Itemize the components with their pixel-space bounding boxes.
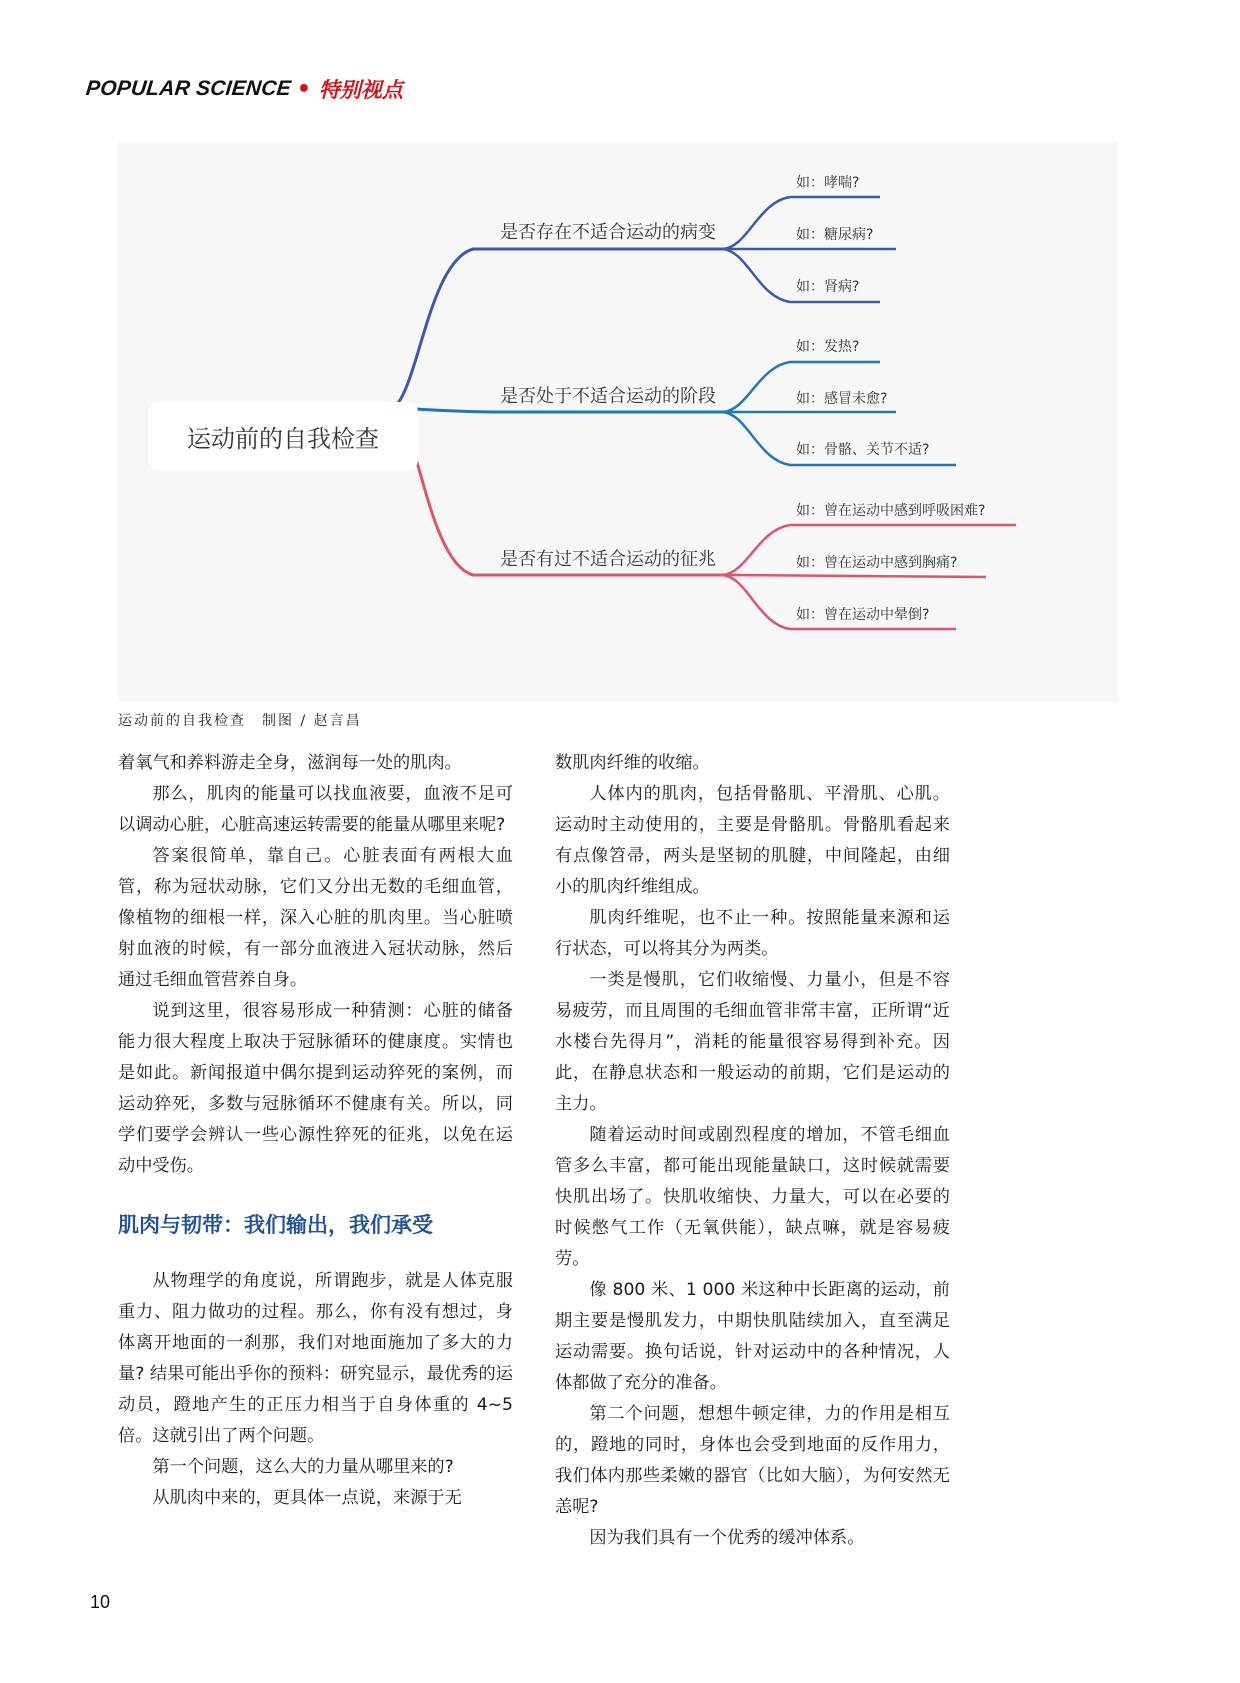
section-title: 特别视点 <box>318 78 403 102</box>
leaf-fainting: 如：曾在运动中晕倒? <box>796 607 930 623</box>
paragraph: 说到这里，很容易形成一种猜测：心脏的储备能力很大程度上取决于冠脉循环的健康度。实情也是如此。新闻报道中偶尔提到运动猝死的案例，而运动猝死，多数与冠脉循环不健康有关。所以，同学们要学会辨认一些心源性猝死的征兆，以免在运动中受伤。 <box>118 1001 513 1176</box>
magazine-title: POPULAR SCIENCE <box>84 77 293 100</box>
leaf-kidney: 如：肾病? <box>796 279 860 295</box>
header-separator: • <box>296 76 311 102</box>
paragraph: 答案很简单，靠自己。心脏表面有两根大血管，称为冠状动脉，它们又分出无数的毛细血管，像植物的细根一样，深入心脏的肌肉里。当心脏喷射血液的时候，有一部分血液进入冠状动脉，然后通过毛细血管营养自身。 <box>118 846 513 990</box>
leaf-joint: 如：骨骼、关节不适? <box>796 442 930 458</box>
page-number: 10 <box>90 1592 111 1612</box>
paragraph: 从肌肉中来的，更具体一点说，来源于无 <box>152 1488 462 1508</box>
paragraph: 着氧气和养料游走全身，滋润每一处的肌肉。 <box>118 753 462 773</box>
paragraph: 一类是慢肌，它们收缩慢、力量小，但是不容易疲劳，而且周围的毛细血管非常丰富，正所谓“近水楼台先得月”，消耗的能量很容易得到补充。因此，在静息状态和一般运动的前期，它们是运动的主力。 <box>555 970 950 1114</box>
paragraph: 肌肉纤维呢，也不止一种。按照能量来源和运行状态，可以将其分为两类。 <box>555 908 950 959</box>
branch-label-stage: 是否处于不适合运动的阶段 <box>500 386 716 407</box>
figure-caption: 运动前的自我检查 制图 / 赵言昌 <box>118 713 362 729</box>
leaf-diabetes: 如：糖尿病? <box>796 227 874 243</box>
paragraph: 第一个问题，这么大的力量从哪里来的? <box>152 1457 454 1477</box>
branch-label-lesions: 是否存在不适合运动的病变 <box>500 222 716 243</box>
paragraph: 像 800 米、1 000 米这种中长距离的运动，前期主要是慢肌发力，中期快肌陆续加入，直至满足运动需要。换句话说，针对运动中的各种情况，人体都做了充分的准备。 <box>555 1280 950 1393</box>
paragraph: 因为我们具有一个优秀的缓冲体系。 <box>589 1528 865 1548</box>
section-heading: 肌肉与韧带：我们输出，我们承受 <box>118 1213 433 1237</box>
paragraph: 数肌肉纤维的收缩。 <box>555 753 710 773</box>
leaf-cold: 如：感冒未愈? <box>796 391 888 407</box>
leaf-breathing: 如：曾在运动中感到呼吸困难? <box>796 503 986 519</box>
mind-map-root: 运动前的自我检查 <box>148 402 418 470</box>
magazine-header <box>86 74 403 104</box>
branch-label-signs: 是否有过不适合运动的征兆 <box>500 549 716 570</box>
article-right-column <box>555 748 950 1554</box>
leaf-asthma: 如：哮喘? <box>796 175 860 191</box>
paragraph: 从物理学的角度说，所谓跑步，就是人体克服重力、阻力做功的过程。那么，你有没有想过，身体离开地面的一刹那，我们对地面施加了多大的力量? 结果可能出乎你的预料：研究显示，最优秀的运动员，蹬地产生的正压力相当于自身体重的 4~5 倍。这就引出了两个问题。 <box>118 1271 513 1446</box>
paragraph: 第二个问题，想想牛顿定律，力的作用是相互的，蹬地的同时，身体也会受到地面的反作用力，我们体内那些柔嫩的器官（比如大脑），为何安然无恙呢? <box>555 1404 950 1517</box>
paragraph: 人体内的肌肉，包括骨骼肌、平滑肌、心肌。运动时主动使用的，主要是骨骼肌。骨骼肌看起来有点像笤帚，两头是坚韧的肌腱，中间隆起，由细小的肌肉纤维组成。 <box>555 784 950 897</box>
leaf-chest-pain: 如：曾在运动中感到胸痛? <box>796 555 958 571</box>
leaf-fever: 如：发热? <box>796 339 860 355</box>
paragraph: 那么，肌肉的能量可以找血液要，血液不足可以调动心脏，心脏高速运转需要的能量从哪里来呢? <box>118 784 513 835</box>
paragraph: 随着运动时间或剧烈程度的增加，不管毛细血管多么丰富，都可能出现能量缺口，这时候就需要快肌出场了。快肌收缩快、力量大，可以在必要的时候憋气工作（无氧供能），缺点嘛，就是容易疲劳。 <box>555 1125 950 1269</box>
mind-map-figure <box>118 142 1118 702</box>
article-left-column <box>118 748 513 1514</box>
